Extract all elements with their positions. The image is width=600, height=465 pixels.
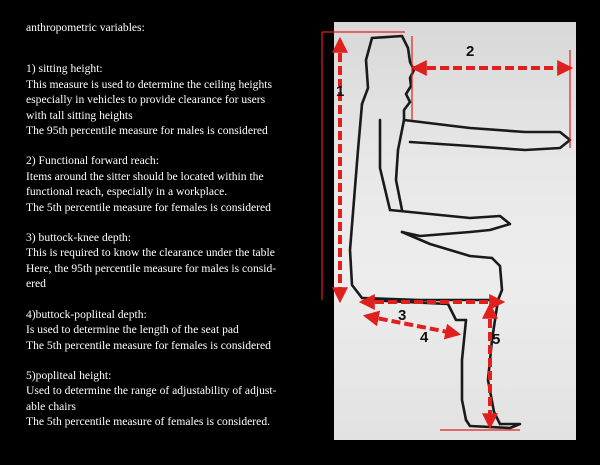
page-title: anthropometric variables: — [26, 21, 145, 34]
section-line: Used to determine the range of adjustability of adjust- — [26, 384, 277, 398]
section-line: The 5th percentile measure for females is considered — [26, 338, 271, 352]
dimension-label-2: 2 — [466, 43, 475, 60]
dimension-label-5: 5 — [492, 331, 501, 348]
dimension-label-4: 4 — [420, 329, 429, 346]
section-line: especially in vehicles to provide clearance for users — [26, 93, 266, 107]
section-line: The 95th percentile measure for males is considered — [26, 124, 268, 138]
dimension-label-1: 1 — [336, 83, 345, 100]
human-figure-outline — [350, 36, 570, 428]
section-line: The 5th percentile measure for females is considered — [26, 200, 271, 214]
section-line: ered — [26, 277, 46, 291]
section-heading: 2) Functional forward reach: — [26, 154, 159, 168]
section-line: able chairs — [26, 399, 76, 413]
section-line: This measure is used to determine the ceiling heights — [26, 77, 272, 91]
section-line: Here, the 95th percentile measure for males is consid- — [26, 261, 277, 275]
section-line: Items around the sitter should be located within the — [26, 169, 264, 183]
dimension-4-buttock-popliteal-arrow — [366, 316, 458, 334]
section-heading: 1) sitting height: — [26, 62, 103, 76]
section-heading: 4)buttock-popliteal depth: — [26, 307, 147, 321]
section-heading: 5)popliteal height: — [26, 368, 112, 382]
section-heading: 3) buttock-knee depth: — [26, 231, 131, 245]
section-line: This is required to know the clearance under the table — [26, 246, 275, 260]
section-line: Is used to determine the length of the seat pad — [26, 323, 239, 337]
dimension-label-3: 3 — [398, 307, 407, 324]
dimension-annotations — [322, 32, 570, 430]
section-line: with tall sitting heights — [26, 108, 133, 122]
section-line: The 5th percentile measure of females is considered. — [26, 415, 271, 429]
section-line: functional reach, especially in a workplace. — [26, 185, 228, 199]
